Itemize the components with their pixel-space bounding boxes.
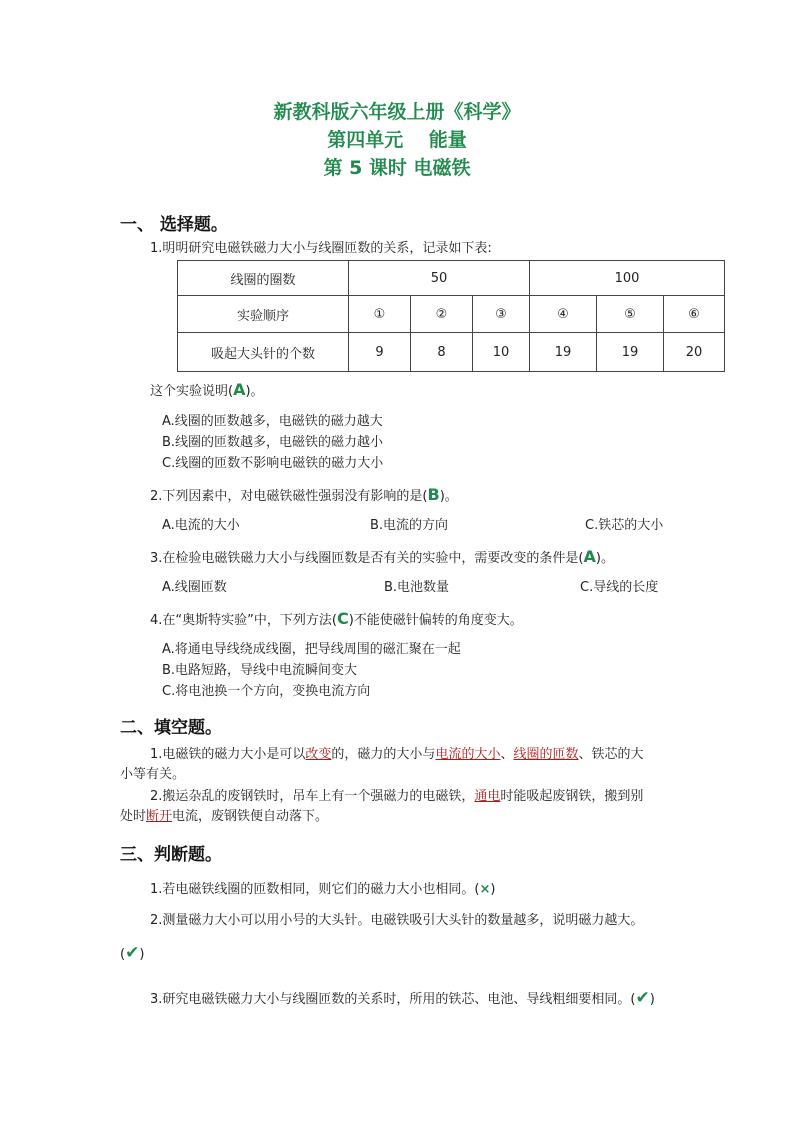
judge-close: )	[649, 992, 655, 1007]
table-cell: ⑥	[664, 296, 725, 333]
judge-text: 1.若电磁铁线圈的匝数相同，则它们的磁力大小也相同。(	[150, 882, 480, 897]
q3-stem	[150, 548, 614, 568]
fill-text: 时能吸起废钢铁，搬到别	[500, 789, 644, 804]
q3-stem-pre: 3.在检验电磁铁磁力大小与线圈匝数是否有关的实验中，需要改变的条件是(	[150, 551, 584, 566]
fill-text: 、铁芯的大	[578, 747, 644, 762]
q2-option-c: C.铁芯的大小	[585, 518, 664, 533]
table-cell: ②	[411, 296, 473, 333]
fill-text: 电流，废钢铁便自动落下。	[172, 809, 329, 824]
fill-answer: 通电	[474, 789, 501, 804]
q4-option-b: B.电路短路，导线中电流瞬间变大	[162, 663, 358, 678]
judge-q2-answer	[120, 944, 144, 964]
data-table	[177, 260, 725, 372]
fill-text: 处时	[120, 809, 147, 824]
table-row	[178, 333, 725, 372]
q2-stem-post: )。	[439, 489, 458, 504]
table-row-label: 线圈的圈数	[178, 261, 349, 296]
q1-prompt	[150, 381, 264, 401]
q4-stem-pre: 4.在“奥斯特实验”中，下列方法(	[150, 613, 337, 628]
cross-icon: ×	[479, 882, 491, 897]
q3-option-a: A.线圈匝数	[162, 580, 227, 595]
table-cell: 19	[597, 333, 664, 372]
q3-option-b: B.电池数量	[384, 580, 450, 595]
table-cell: 20	[664, 333, 725, 372]
q2-answer: B	[427, 485, 440, 504]
table-row	[178, 261, 725, 296]
table-cell: ⑤	[597, 296, 664, 333]
judge-close: )	[139, 947, 145, 962]
q4-stem-post: )不能使磁针偏转的角度变大。	[348, 613, 523, 628]
q1-option-b: B.线圈的匝数越多，电磁铁的磁力越小	[162, 435, 384, 450]
section-fill-heading: 二、填空题。	[120, 718, 222, 738]
q2-stem	[150, 486, 458, 506]
checkmark-icon: ✔	[125, 943, 140, 963]
q1-option-c: C.线圈的匝数不影响电磁铁的磁力大小	[162, 456, 384, 471]
q1-prompt-post: )。	[245, 384, 264, 399]
table-cell: 10	[473, 333, 530, 372]
q1-stem: 1.明明研究电磁铁磁力大小与线圈匝数的关系，记录如下表:	[150, 241, 492, 256]
q4-stem	[150, 610, 523, 630]
lesson-title: 第 5 课时 电磁铁	[323, 157, 471, 179]
fill-q1-line1	[150, 746, 644, 764]
q4-option-c: C.将电池换一个方向，变换电流方向	[162, 684, 371, 699]
q3-stem-post: )。	[595, 551, 614, 566]
table-row-label: 实验顺序	[178, 296, 349, 333]
fill-answer: 线圈的匝数	[513, 747, 579, 762]
judge-text: 3.研究电磁铁磁力大小与线圈匝数的关系时，所用的铁芯、电池、导线粗细要相同。(	[150, 992, 636, 1007]
doc-title: 新教科版六年级上册《科学》	[273, 101, 521, 123]
fill-text: 、	[500, 747, 514, 762]
fill-text: 2.搬运杂乱的废钢铁时，吊车上有一个强磁力的电磁铁，	[150, 789, 475, 804]
table-row	[178, 296, 725, 333]
table-row-label: 吸起大头针的个数	[178, 333, 349, 372]
fill-answer: 改变	[305, 747, 332, 762]
table-cell: ④	[530, 296, 597, 333]
fill-q2-line1	[150, 788, 643, 806]
fill-q1-line2: 小等有关。	[120, 767, 186, 782]
judge-q2: 2.测量磁力大小可以用小号的大头针。电磁铁吸引大头针的数量越多，说明磁力越大。	[150, 913, 644, 928]
q1-answer: A	[233, 380, 246, 399]
q1-option-a: A.线圈的匝数越多，电磁铁的磁力越大	[162, 414, 383, 429]
fill-answer: 断开	[146, 809, 173, 824]
fill-text: 的，磁力的大小与	[331, 747, 436, 762]
unit-title: 第四单元 能量	[327, 129, 467, 151]
q4-option-a: A.将通电导线绕成线圈，把导线周围的磁汇聚在一起	[162, 642, 461, 657]
section-choice-heading: 一、 选择题。	[120, 215, 228, 235]
q3-option-c: C.导线的长度	[580, 580, 659, 595]
judge-q3	[150, 989, 655, 1009]
judge-open: (	[120, 947, 126, 962]
fill-q2-line2	[120, 808, 328, 826]
judge-close: )	[490, 882, 496, 897]
section-judge-heading: 三、判断题。	[120, 845, 222, 865]
q3-answer: A	[583, 547, 596, 566]
table-cell: ③	[473, 296, 530, 333]
fill-answer: 电流的大小	[435, 747, 501, 762]
q2-stem-pre: 2.下列因素中，对电磁铁磁性强弱没有影响的是(	[150, 489, 428, 504]
group-a-cell: 50	[349, 261, 530, 296]
q1-prompt-pre: 这个实验说明(	[150, 384, 234, 399]
fill-text: 1.电磁铁的磁力大小是可以	[150, 747, 306, 762]
table-cell: 19	[530, 333, 597, 372]
table-cell: 8	[411, 333, 473, 372]
table-cell: 9	[349, 333, 411, 372]
group-b-cell: 100	[530, 261, 725, 296]
table-cell: ①	[349, 296, 411, 333]
q4-answer: C	[336, 609, 349, 628]
judge-q1	[150, 881, 495, 899]
q2-option-b: B.电流的方向	[370, 518, 449, 533]
q2-option-a: A.电流的大小	[162, 518, 240, 533]
checkmark-icon: ✔	[635, 988, 650, 1008]
